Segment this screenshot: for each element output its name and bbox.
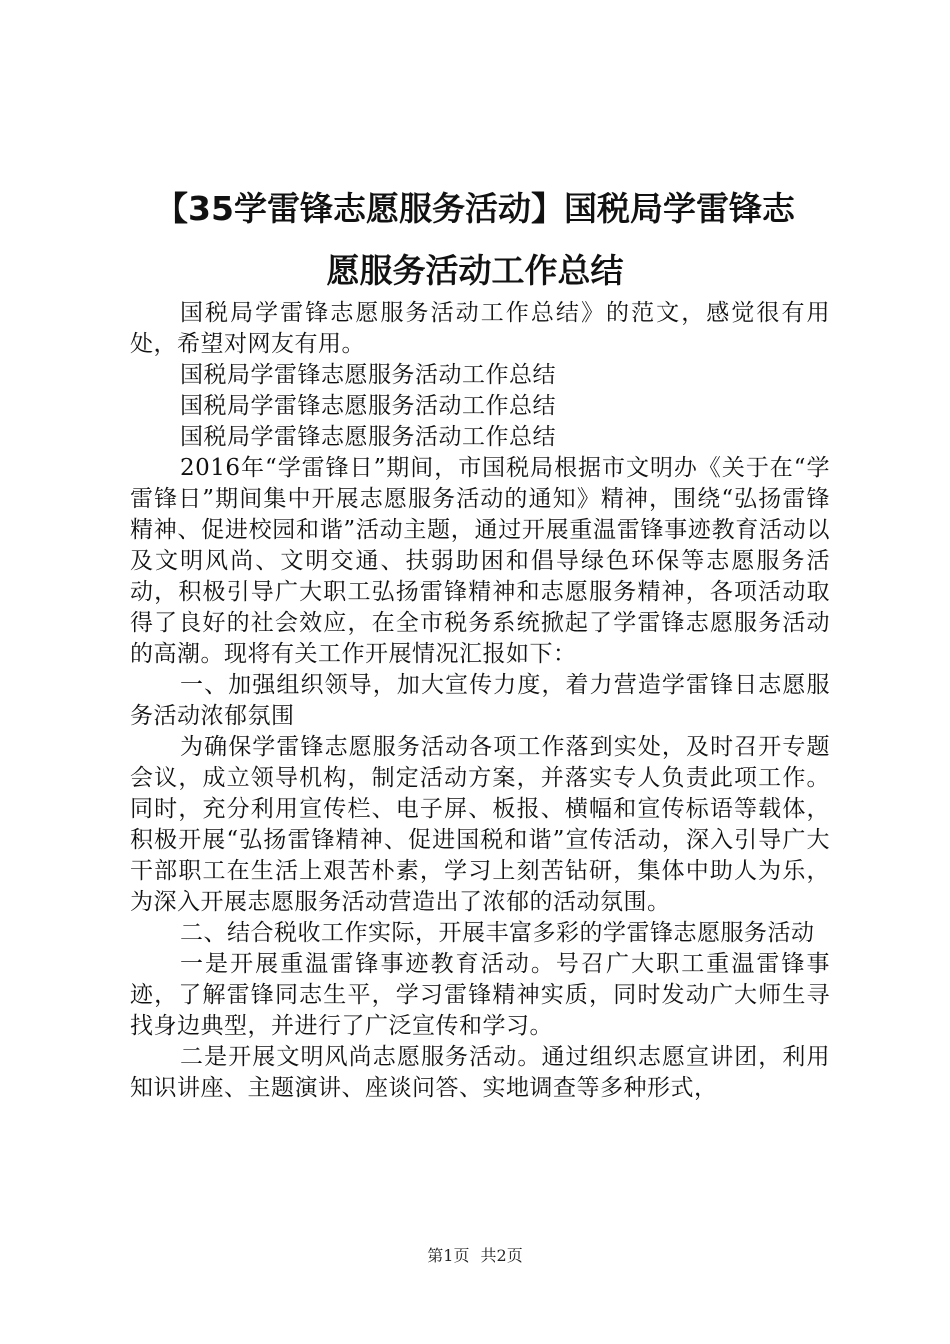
paragraph-intro: 国税局学雷锋志愿服务活动工作总结》的范文，感觉很有用处，希望对网友有用。 <box>130 300 830 357</box>
title-line-1: 【35学雷锋志愿服务活动】国税局学雷锋志 <box>155 189 795 228</box>
paragraph-section-1: 为确保学雷锋志愿服务活动各项工作落到实处，及时召开专题会议，成立领导机构，制定活动方案，并落实专人负责此项工作。同时，充分利用宣传栏、电子屏、板报、横幅和宣传标语等载体，积极开展“弘扬雷锋精神、促进国税和谐”宣传活动，深入引导广大干部职工在生活上艰苦朴素，学习上刻苦钻研，集体中助人为乐，为深入开展志愿服务活动营造出了浓郁的活动氛围。 <box>130 734 830 915</box>
section-heading-2: 二、结合税收工作实际，开展丰富多彩的学雷锋志愿服务活动 <box>180 920 815 946</box>
page-footer <box>0 1246 950 1266</box>
document-body <box>130 298 830 1104</box>
paragraph-heading-repeat-2: 国税局学雷锋志愿服务活动工作总结 <box>180 393 556 419</box>
document-title <box>110 178 840 302</box>
page-total: 共2页 <box>480 1246 523 1265</box>
paragraph-activity-1: 一是开展重温雷锋事迹教育活动。号召广大职工重温雷锋事迹，了解雷锋同志生平，学习雷锋精神实质，同时发动广大师生寻找身边典型，并进行了广泛宣传和学习。 <box>130 951 830 1039</box>
section-heading-1: 一、加强组织领导，加大宣传力度，着力营造学雷锋日志愿服务活动浓郁氛围 <box>130 672 830 729</box>
title-line-2: 愿服务活动工作总结 <box>326 251 624 290</box>
page-number: 第1页 <box>427 1246 470 1265</box>
paragraph-heading-repeat-3: 国税局学雷锋志愿服务活动工作总结 <box>180 424 556 450</box>
paragraph-activity-2: 二是开展文明风尚志愿服务活动。通过组织志愿宣讲团，利用知识讲座、主题演讲、座谈问答、实地调查等多种形式， <box>130 1044 830 1101</box>
paragraph-overview: 2016年“学雷锋日”期间，市国税局根据市文明办《关于在“学雷锋日”期间集中开展志愿服务活动的通知》精神，围绕“弘扬雷锋精神、促进校园和谐”活动主题，通过开展重温雷锋事迹教育活动以及文明风尚、文明交通、扶弱助困和倡导绿色环保等志愿服务活动，积极引导广大职工弘扬雷锋精神和志愿服务精神，各项活动取得了良好的社会效应，在全市税务系统掀起了学雷锋志愿服务活动的高潮。现将有关工作开展情况汇报如下： <box>130 455 830 667</box>
paragraph-heading-repeat-1: 国税局学雷锋志愿服务活动工作总结 <box>180 362 556 388</box>
